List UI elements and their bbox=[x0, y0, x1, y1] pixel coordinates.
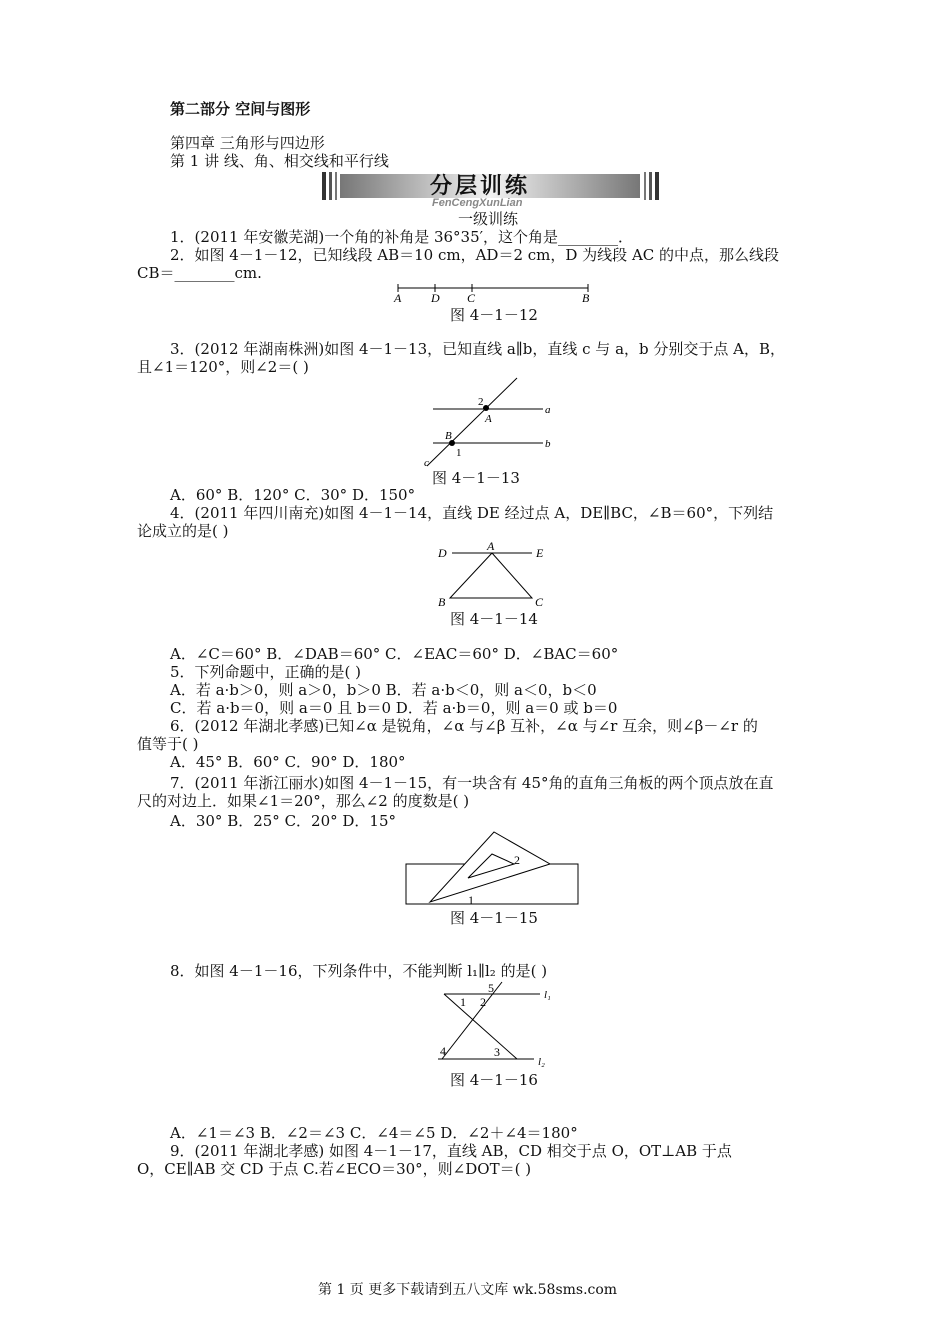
question-2-line1: 2．如图 4－1－12，已知线段 AB＝10 cm，AD＝2 cm，D 为线段 AC 的中点，那么线段 bbox=[170, 246, 780, 264]
svg-text:l₂: l₂ bbox=[538, 1056, 545, 1068]
svg-text:2: 2 bbox=[478, 396, 484, 408]
svg-text:4: 4 bbox=[440, 1044, 446, 1058]
part-title: 第二部分 空间与图形 bbox=[170, 100, 311, 118]
question-7-line1: 7．(2011 年浙江丽水)如图 4－1－15，有一块含有 45°角的直角三角板的两个顶点放在直 bbox=[170, 774, 774, 792]
figure-4-1-16 bbox=[422, 980, 572, 1070]
question-5-options-cd: C．若 a·b＝0，则 a＝0 且 b＝0 D．若 a·b＝0，则 a＝0 或 b＝0 bbox=[170, 699, 618, 717]
lecture-title: 第 1 讲 线、角、相交线和平行线 bbox=[170, 152, 389, 170]
svg-text:B: B bbox=[445, 430, 452, 442]
caption-4-1-15: 图 4－1－15 bbox=[450, 909, 538, 927]
caption-4-1-14: 图 4－1－14 bbox=[450, 610, 538, 628]
question-7-options: A．30° B．25° C．20° D．15° bbox=[170, 812, 397, 830]
svg-text:2: 2 bbox=[514, 853, 520, 867]
point-label-a: A bbox=[394, 291, 402, 305]
svg-text:b: b bbox=[545, 438, 551, 450]
banner-pinyin: FenCengXunLian bbox=[432, 197, 523, 209]
svg-text:3: 3 bbox=[494, 1045, 500, 1059]
figure-4-1-12 bbox=[390, 282, 600, 304]
question-4-line2: 论成立的是( ) bbox=[137, 522, 229, 540]
svg-text:A: A bbox=[487, 539, 495, 553]
figure-4-1-15 bbox=[402, 828, 582, 908]
banner-title: 分层训练 bbox=[430, 173, 531, 199]
question-7-line2: 尺的对边上．如果∠1＝20°，那么∠2 的度数是( ) bbox=[137, 792, 470, 810]
question-2-line2: CB＝________cm. bbox=[137, 264, 262, 282]
caption-4-1-16: 图 4－1－16 bbox=[450, 1071, 538, 1089]
page-footer: 第 1 页 更多下载请到五八文库 wk.58sms.com bbox=[318, 1282, 618, 1298]
svg-text:1: 1 bbox=[460, 995, 466, 1009]
svg-text:B: B bbox=[438, 595, 446, 609]
question-1: 1．(2011 年安徽芜湖)一个角的补角是 36°35′，这个角是________． bbox=[170, 228, 634, 246]
question-9-line1: 9．(2011 年湖北孝感) 如图 4－1－17，直线 AB，CD 相交于点 O，OT⊥AB 于点 bbox=[170, 1142, 732, 1160]
question-3-line1: 3．(2012 年湖南株洲)如图 4－1－13，已知直线 a∥b，直线 c 与 a，b 分别交于点 A，B， bbox=[170, 340, 786, 358]
question-6-line2: 值等于( ) bbox=[137, 735, 199, 753]
question-6-line1: 6．(2012 年湖北孝感)已知∠α 是锐角，∠α 与∠β 互补，∠α 与∠r 互余，则∠β－∠r 的 bbox=[170, 717, 758, 735]
svg-text:2: 2 bbox=[480, 995, 486, 1009]
question-3-line2: 且∠1＝120°，则∠2＝( ) bbox=[137, 358, 309, 376]
svg-text:1: 1 bbox=[456, 447, 462, 459]
caption-4-1-12: 图 4－1－12 bbox=[450, 306, 538, 324]
caption-4-1-13: 图 4－1－13 bbox=[432, 469, 520, 487]
point-label-b: B bbox=[582, 291, 590, 305]
svg-text:C: C bbox=[535, 595, 544, 609]
svg-text:5: 5 bbox=[488, 981, 494, 995]
svg-text:l₁: l₁ bbox=[544, 989, 551, 1001]
question-3-options: A．60° B．120° C．30° D．150° bbox=[170, 486, 416, 504]
question-9-line2: O，CE∥AB 交 CD 于点 C.若∠ECO＝30°，则∠DOT＝( ) bbox=[137, 1160, 532, 1178]
question-4-options: A．∠C＝60° B．∠DAB＝60° C．∠EAC＝60° D．∠BAC＝60° bbox=[170, 645, 619, 663]
question-5-stem: 5．下列命题中，正确的是( ) bbox=[170, 663, 362, 681]
level-title: 一级训练 bbox=[458, 210, 519, 228]
svg-text:a: a bbox=[545, 404, 551, 416]
question-4-line1: 4．(2011 年四川南充)如图 4－1－14，直线 DE 经过点 A，DE∥BC，∠B＝60°，下列结 bbox=[170, 504, 774, 522]
chapter-title: 第四章 三角形与四边形 bbox=[170, 134, 325, 152]
svg-text:1: 1 bbox=[468, 893, 474, 907]
question-8-stem: 8．如图 4－1－16，下列条件中，不能判断 l₁∥l₂ 的是( ) bbox=[170, 962, 548, 980]
figure-4-1-14 bbox=[432, 538, 557, 610]
svg-text:A: A bbox=[485, 413, 492, 425]
question-8-options: A．∠1＝∠3 B．∠2＝∠3 C．∠4＝∠5 D．∠2＋∠4＝180° bbox=[170, 1124, 578, 1142]
svg-text:c: c bbox=[424, 457, 429, 469]
figure-4-1-13 bbox=[425, 374, 565, 469]
point-label-d: D bbox=[431, 291, 440, 305]
question-5-options-ab: A．若 a·b＞0，则 a＞0，b＞0 B．若 a·b＜0，则 a＜0，b＜0 bbox=[170, 681, 597, 699]
point-label-c: C bbox=[467, 291, 476, 305]
svg-text:D: D bbox=[438, 546, 447, 560]
svg-text:E: E bbox=[536, 546, 544, 560]
question-6-options: A．45° B．60° C．90° D．180° bbox=[170, 753, 406, 771]
